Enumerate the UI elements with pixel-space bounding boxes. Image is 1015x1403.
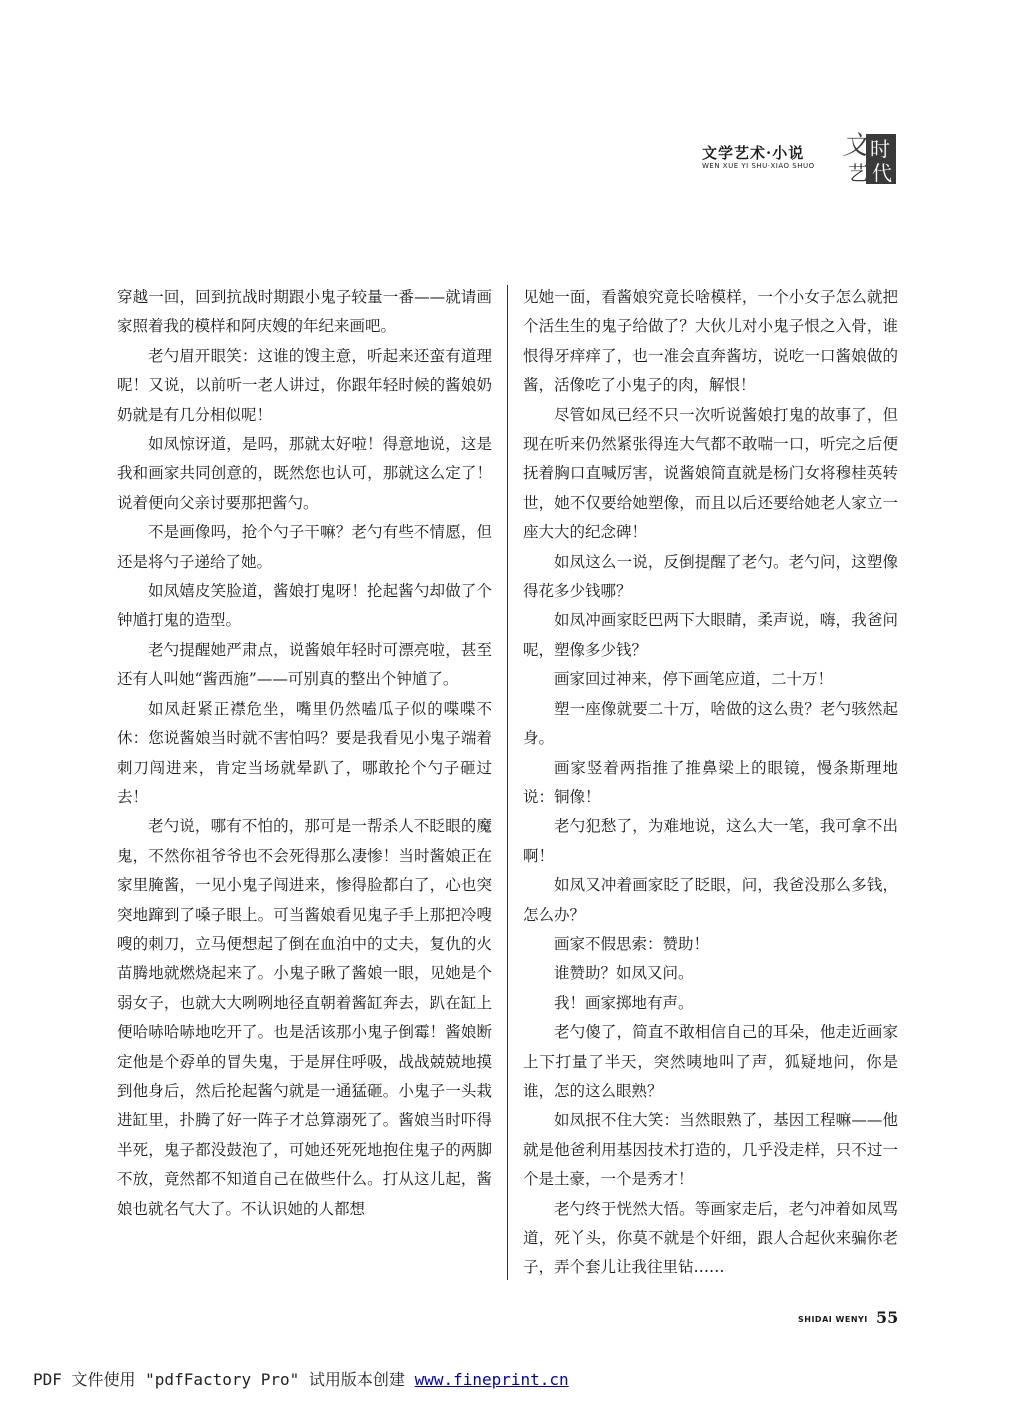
logo-char-yi: 艺	[848, 161, 868, 185]
paragraph: 画家回过神来，停下画笔应道，二十万！	[554, 670, 834, 689]
section-title: 文学艺术·小说	[702, 144, 805, 162]
paragraph: 画家不假思索：赞助！	[554, 934, 710, 953]
section-header	[690, 131, 900, 185]
left-text-column	[117, 283, 492, 1224]
page-number: 55	[876, 1308, 899, 1327]
paragraph: 不是画像吗，抢个勺子干嘛？老勺有些不情愿，但还是将勺子递给了她。	[117, 523, 492, 571]
paragraph: 如凤抿不住大笑：当然眼熟了，基因工程嘛——他就是他爸利用基因技术打造的，几乎没走样，只不过一个是土豪，一个是秀才！	[523, 1111, 898, 1189]
running-footer: SHIDAI WENYI	[798, 1315, 868, 1324]
pdf-note-text: PDF 文件使用 "pdfFactory Pro" 试用版本创建	[33, 1370, 415, 1389]
paragraph: 塑一座像就要二十万，啥做的这么贵？老勺骇然起身。	[523, 699, 898, 748]
paragraph: 我！画家掷地有声。	[554, 993, 694, 1012]
paragraph: 如凤嬉皮笑脸道，酱娘打鬼呀！抡起酱勺却做了个钟馗打鬼的造型。	[117, 582, 492, 630]
paragraph: 如凤赶紧正襟危坐，嘴里仍然嗑瓜子似的喋喋不休：您说酱娘当时就不害怕吗？要是我看见小鬼子端着刺刀闯进来，肯定当场就晕趴了，哪敢抡个勺子砸过去！	[117, 699, 492, 806]
magazine-logo	[840, 128, 898, 186]
paragraph: 老勺终于恍然大悟。等画家走后，老勺冲着如凤骂道，死丫头，你莫不就是个奸细，跟人合起伙来骗你老子，弄个套儿让我往里钻……	[523, 1199, 898, 1277]
logo-char-dai: 代	[872, 161, 892, 185]
paragraph: 如凤又冲着画家眨了眨眼，问，我爸没那么多钱，怎么办？	[523, 876, 898, 924]
paragraph: 老勺说，哪有不怕的，那可是一帮杀人不眨眼的魔鬼，不然你祖爷爷也不会死得那么凄惨！当时酱娘正在家里腌酱，一见小鬼子闯进来，惨得脸都白了，心也突突地蹿到了嗓子眼上。可当酱娘看见鬼子手上那把冷嗖嗖的刺刀，立马便想起了倒在血泊中的丈夫，复仇的火苗腾地就燃烧起来了。小鬼子瞅了酱娘一眼，见她是个弱女子，也就大大咧咧地径直朝着酱缸奔去，趴在缸上便哈哧哈哧地吃开了。也是活该那小鬼子倒霉！酱娘断定他是个孬单的冒失鬼，于是屏住呼吸，战战兢兢地摸到他身后，然后抡起酱勺就是一通猛砸。小鬼子一头栽进缸里，扑腾了好一阵子才总算溺死了。酱娘当时吓得半死，鬼子都没鼓泡了，可她还死死地抱住鬼子的两脚不放，竟然都不知道自己在做些什么。打从这儿起，酱娘也就名气大了。不认识她的人都想	[117, 817, 492, 1218]
paragraph: 老勺傻了，简直不敢相信自己的耳朵，他走近画家上下打量了半天，突然咦地叫了声，狐疑地问，你是谁，怎的这么眼熟？	[523, 1023, 898, 1100]
paragraph: 老勺犯愁了，为难地说，这么大一笔，我可拿不出啊！	[523, 817, 898, 865]
pdf-creator-note	[33, 1367, 569, 1390]
logo-char-wen: 文	[842, 131, 869, 161]
section-subtitle: WEN XUE YI SHU·XIAO SHUO	[702, 162, 815, 170]
logo-char-shi: 时	[870, 137, 890, 161]
paragraph: 见她一面，看酱娘究竟长啥模样，一个小女子怎么就把个活生生的鬼子给做了？大伙儿对小鬼子恨之入骨，谁恨得牙痒痒了，也一准会直奔酱坊，说吃一口酱娘做的酱，活像吃了小鬼子的肉，解恨！	[523, 288, 898, 395]
right-text-column	[523, 283, 898, 1283]
paragraph: 如凤冲画家眨巴两下大眼睛，柔声说，嗨，我爸问呢，塑像多少钱？	[523, 611, 898, 659]
paragraph: 如凤惊讶道，是吗，那就太好啦！得意地说，这是我和画家共同创意的，既然您也认可，那就这么定了！说着便向父亲讨要那把酱勺。	[117, 435, 492, 512]
paragraph: 老勺提醒她严肃点，说酱娘年轻时可漂亮啦，甚至还有人叫她“酱西施”——可别真的整出个钟馗了。	[117, 640, 492, 689]
paragraph: 老勺眉开眼笑：这谁的馊主意，听起来还蛮有道理呢！又说，以前听一老人讲过，你跟年轻时候的酱娘奶奶就是有几分相似呢！	[117, 346, 492, 424]
column-divider	[507, 285, 508, 1280]
paragraph: 如凤这么一说，反倒提醒了老勺。老勺问，这塑像得花多少钱哪？	[523, 552, 898, 601]
paragraph: 谁赞助？如凤又问。	[554, 964, 694, 983]
paragraph: 画家竖着两指推了推鼻梁上的眼镜，慢条斯理地说：铜像！	[523, 758, 898, 806]
paragraph: 尽管如凤已经不只一次听说酱娘打鬼的故事了，但现在听来仍然紧张得连大气都不敢喘一口，听完之后便抚着胸口直喊厉害，说酱娘简直就是杨门女将穆桂英转世，她不仅要给她塑像，而且以后还要给她老人家立一座大大的纪念碑！	[523, 405, 898, 542]
paragraph: 穿越一回，回到抗战时期跟小鬼子较量一番——就请画家照着我的模样和阿庆嫂的年纪来画吧。	[117, 288, 492, 336]
fineprint-link[interactable]: www.fineprint.cn	[414, 1370, 569, 1389]
